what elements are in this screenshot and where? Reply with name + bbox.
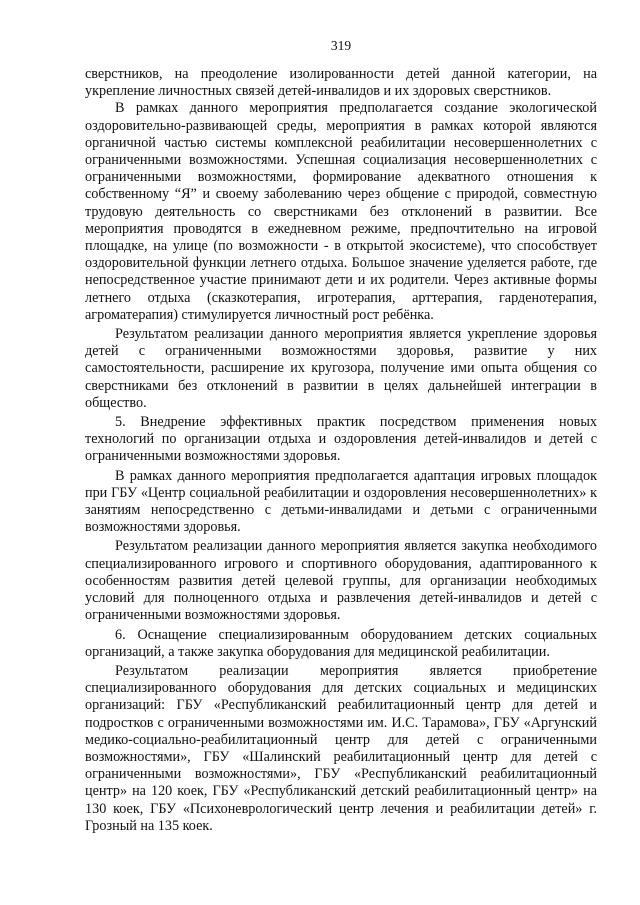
document-page: [85, 0, 597, 835]
paragraph-7-heading: 6. Оснащение специализированным оборудованием детских социальных организаций, а также закупка оборудования для медицинской реабилитации.: [85, 626, 597, 660]
paragraph-6: Результатом реализации данного мероприятия является закупка необходимого специализированного игрового и спортивного оборудования, адаптированного к особенностям развития детей целевой группы, для организации необходимых условий для полноценного отдыха и развлечения детей-инвалидов и детей с ограниченными возможностями здоровья.: [85, 538, 597, 624]
paragraph-3: Результатом реализации данного мероприятия является укрепление здоровья детей с ограниченными возможностями здоровья, развитие у них самостоятельности, расширение их кругозора, получение ими опыта общения со сверстниками без отклонений в развитии в целях дальнейшей интеграции в общество.: [85, 326, 597, 411]
paragraph-4-heading: 5. Внедрение эффективных практик посредством применения новых технологий по организации отдыха и оздоровления детей-инвалидов и детей с ограниченными возможностями здоровья.: [85, 414, 597, 465]
paragraph-1: сверстников, на преодоление изолированности детей данной категории, на укрепление личностных связей детей-инвалидов и их здоровых сверстников.: [85, 66, 597, 100]
page-number: 319: [330, 38, 352, 53]
paragraph-8: Результатом реализации мероприятия является приобретение специализированного оборудования для детских социальных и медицинских организаций: ГБУ «Республиканский реабилитационный центр для детей и подростков с ограниченными возможностями им. И.С. Тарамова», ГБУ «Аргунский медико-социально-реабилитационный центр для детей с ограниченными возможностями», ГБУ «Шалинский реабилитационный центр для детей с ограниченными возможностями», ГБУ «Республиканский реабилитационный центр» на 120 коек, ГБУ «Республиканский детский реабилитационный центр» на 130 коек, ГБУ «Психоневрологический центр лечения и реабилитации детей» г. Грозный на 135 коек.: [85, 662, 597, 834]
paragraph-2: В рамках данного мероприятия предполагается создание экологической оздоровительно-развивающей среды, мероприятия в рамках которой являются органичной частью системы комплексной реабилитации несовершеннолетних с ограниченными возможностями. Успешная социализация несовершеннолетних с ограниченными возможностями, формирование адекватного отношения к собственному “Я” и своему заболеванию через общение с природой, совместную трудовую деятельность со сверстниками без отклонений в развитии. Все мероприятия проводятся в ежедневном режиме, предпочтительно на игровой площадке, на улице (по возможности - в открытой экосистеме), что способствует оздоровительной функции летнего отдыха. Большое значение уделяется работе, где непосредственное участие принимают дети и их родители. Через активные формы летнего отдыха (сказкотерапия, игротерапия, арттерапия, гарденотерапия, агроматерапия) стимулируется личностный рост ребёнка.: [85, 100, 597, 323]
paragraph-5: В рамках данного мероприятия предполагается адаптация игровых площадок при ГБУ «Центр социальной реабилитации и оздоровления несовершеннолетних» к занятиям непосредственно с детьми-инвалидами и детьми с ограниченными возможностями здоровья.: [85, 467, 597, 536]
